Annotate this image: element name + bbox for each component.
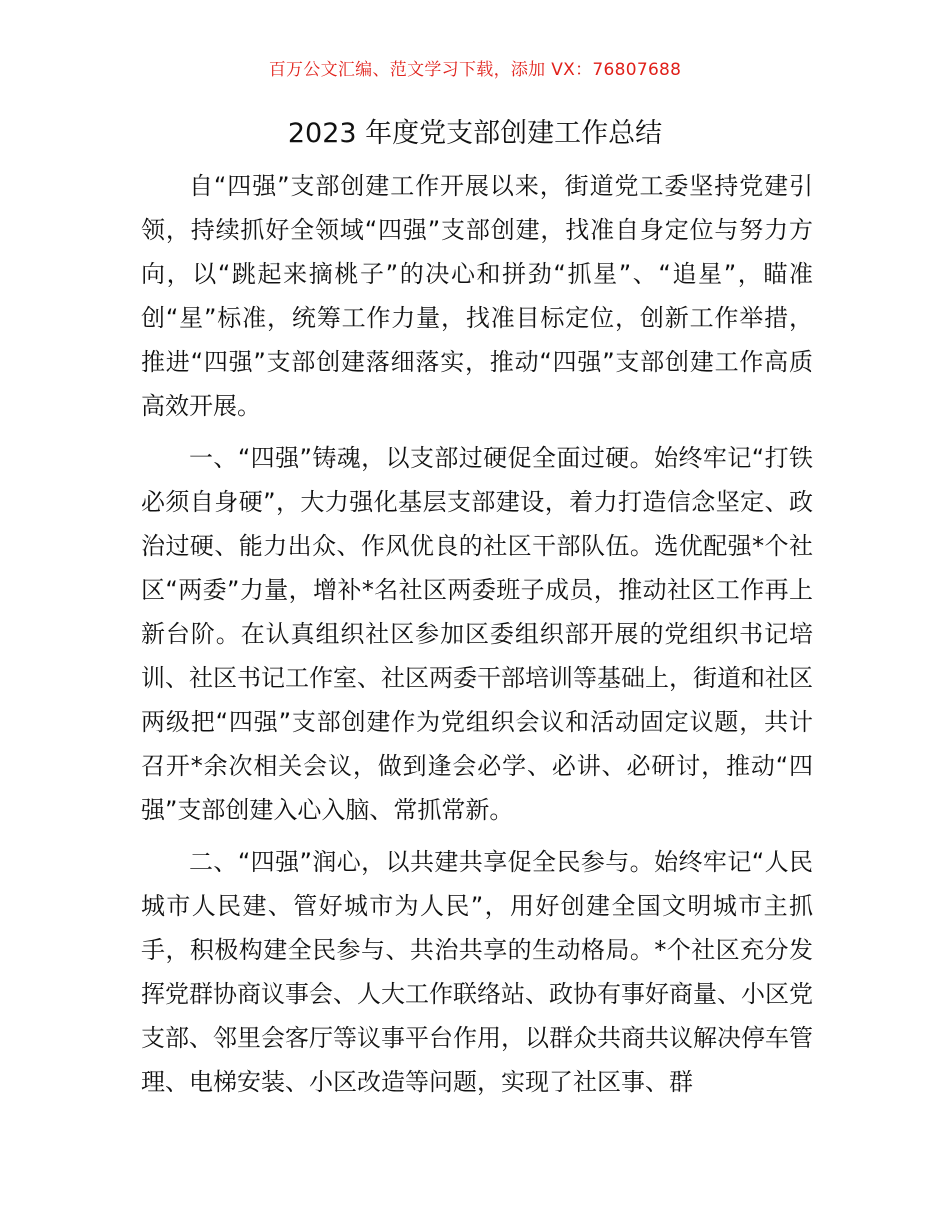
document-body — [141, 164, 813, 1112]
paragraph-intro: 自“四强”支部创建工作开展以来，街道党工委坚持党建引领，持续抓好全领域“四强”支部创建，找准自身定位与努力方向，以“跳起来摘桃子”的决心和拼劲“抓星”、“追星”，瞄准创“星”标准，统筹工作力量，找准目标定位，创新工作举措，推进“四强”支部创建落细落实，推动“四强”支部创建工作高质高效开展。 — [141, 172, 813, 420]
paragraph-section-one: 一、“四强”铸魂，以支部过硬促全面过硬。始终牢记“打铁必须自身硬”，大力强化基层支部建设，着力打造信念坚定、政治过硬、能力出众、作风优良的社区干部队伍。选优配强*个社区“两委”力量，增补*名社区两委班子成员，推动社区工作再上新台阶。在认真组织社区参加区委组织部开展的党组织书记培训、社区书记工作室、社区两委干部培训等基础上，街道和社区两级把“四强”支部创建作为党组织会议和活动固定议题，共计召开*余次相关会议，做到逢会必学、必讲、必研讨，推动“四强”支部创建入心入脑、常抓常新。 — [141, 444, 813, 824]
page-title: 2023 年度党支部创建工作总结 — [287, 118, 663, 149]
paragraph-section-two: 二、“四强”润心，以共建共享促全民参与。始终牢记“人民城市人民建、管好城市为人民”，用好创建全国文明城市主抓手，积极构建全民参与、共治共享的生动格局。*个社区充分发挥党群协商议事会、人大工作联络站、政协有事好商量、小区党支部、邻里会客厅等议事平台作用，以群众共商共议解决停车管理、电梯安装、小区改造等问题，实现了社区事、群 — [141, 848, 813, 1096]
header-watermark-note: 百万公文汇编、范文学习下载，添加 VX：76807688 — [268, 60, 682, 80]
